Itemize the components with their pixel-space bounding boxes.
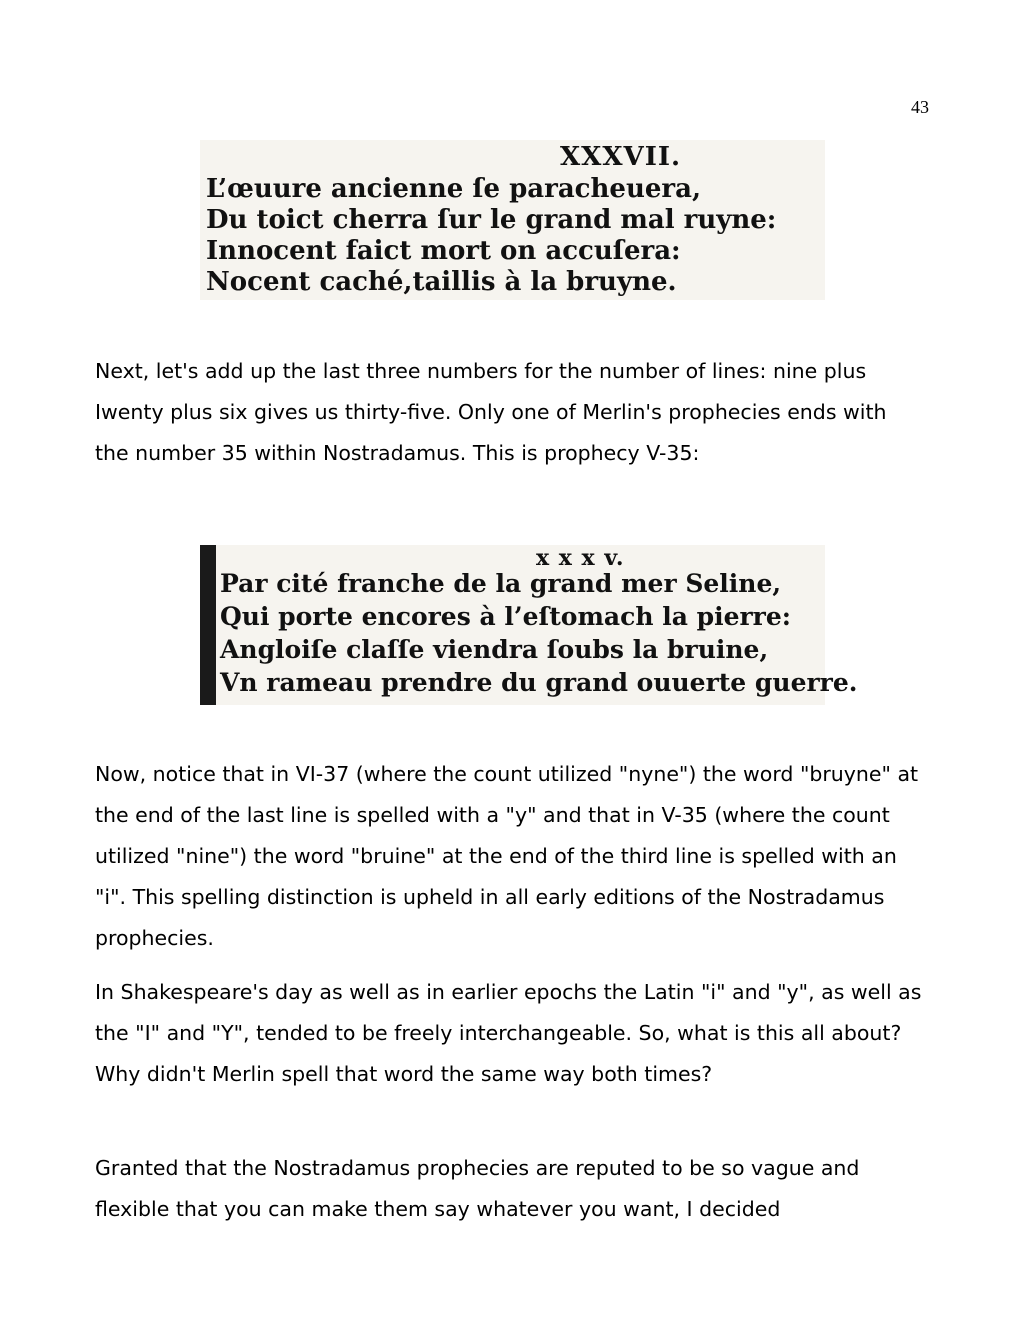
quatrain-line: Par cité franche de la grand mer Seline, — [220, 569, 782, 598]
quatrain-line: Qui porte encores à l’eſtomach la pierre: — [220, 602, 791, 631]
quatrain-line: Nocent caché,taillis à la bruyne. — [206, 267, 677, 297]
quatrain-line: Innocent faict mort on accuſera: — [206, 236, 681, 266]
quatrain-scan-v-35 — [200, 545, 858, 705]
quatrain-number: x x x v. — [536, 545, 625, 571]
quatrain-line: L’œuure ancienne ſe paracheuera, — [206, 174, 701, 204]
page-number: 43 — [911, 97, 929, 117]
quatrain-scan-vi-37 — [200, 140, 825, 300]
paragraph: Next, let's add up the last three numbers for the number of lines: nine plus Iwenty plus six gives us thirty-five. Only one of Merlin's prophecies ends with the number 35 within Nostradamus. This is prophecy V-35: — [95, 359, 887, 465]
paragraph: In Shakespeare's day as well as in earlier epochs the Latin "i" and "y", as well as the "I" and "Y", tended to be freely interchangeable. So, what is this all about? Why didn't Merlin spell that word the same way both times? — [95, 980, 922, 1086]
paragraph: Granted that the Nostradamus prophecies are reputed to be so vague and flexible that you can make them say whatever you want, I decided — [95, 1156, 860, 1221]
quatrain-line: Angloiſe claſſe viendra ſoubs la bruine, — [220, 635, 769, 664]
quatrain-line: Vn rameau prendre du grand ouuerte guerre. — [220, 668, 858, 697]
paragraph: Now, notice that in VI-37 (where the count utilized "nyne") the word "bruyne" at the end of the last line is spelled with a "y" and that in V-35 (where the count utilized "nine") the word "bruine" at the end of the third line is spelled with an "i". This spelling distinction is upheld in all early editions of the Nostradamus prophecies. — [95, 762, 919, 950]
quatrain-number: XXXVII. — [560, 142, 682, 172]
quatrain-line: Du toict cherra ſur le grand mal ruyne: — [206, 205, 777, 235]
